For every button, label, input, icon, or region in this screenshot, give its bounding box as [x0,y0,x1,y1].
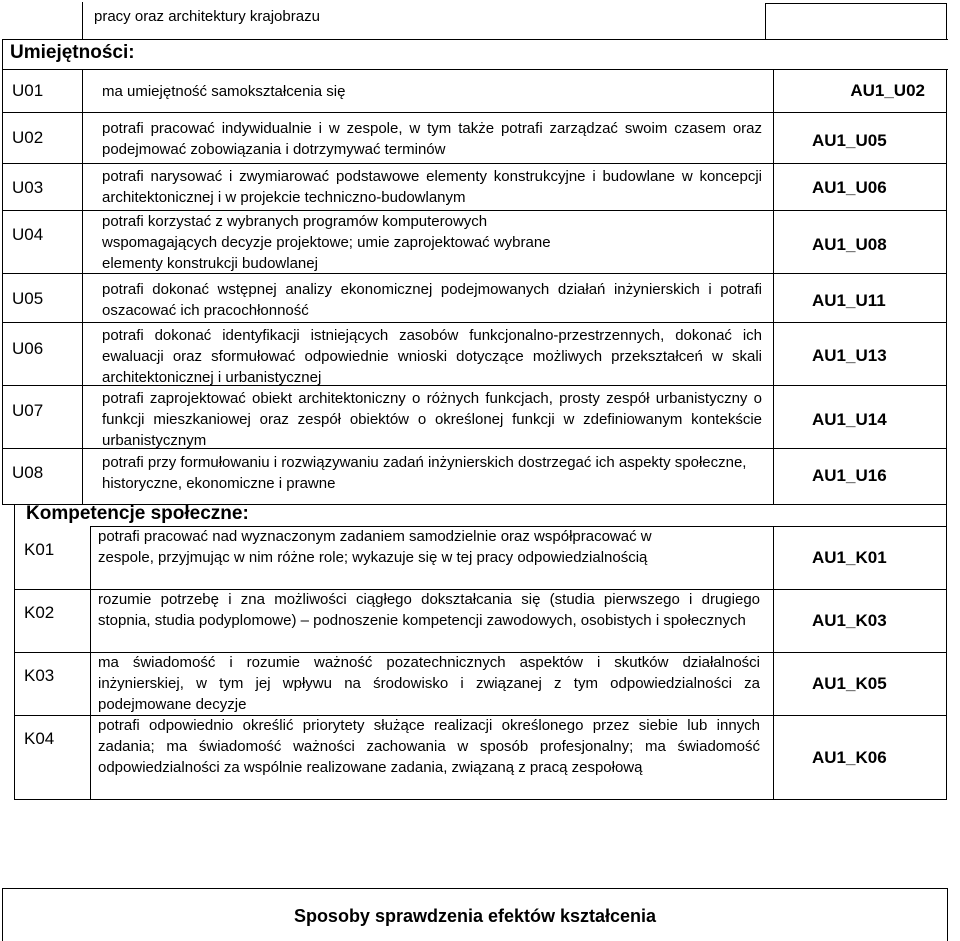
effect-code: U07 [12,401,44,420]
effect-reference: AU1_K05 [812,674,887,693]
effect-reference: AU1_U06 [812,178,887,197]
effect-description: ma świadomość i rozumie ważność pozatechnicznych aspektów i skutków działalności inżynierskiej, w tym jej wpływu na środowisko i związanej z tym odpowiedzialności za podejmowane decyzje [98,654,760,713]
effect-reference: AU1_U14 [812,410,887,429]
effect-description: potrafi dokonać wstępnej analizy ekonomicznej podejmowanych działań inżynierskich i potrafi oszacować ich pracochłonność [102,281,762,319]
skills-section-title: Umiejętności: [10,42,135,63]
effect-description: ma umiejętność samokształcenia się [102,83,346,100]
effect-code: U04 [12,225,44,244]
effect-code: U05 [12,289,44,308]
effect-reference: AU1_U05 [812,131,887,150]
effect-code: K01 [24,540,55,559]
effect-description: potrafi narysować i zwymiarować podstawowe elementy konstrukcyjne i budowlane w koncepcji architektonicznej i w projekcie techniczno-budowlanym [102,168,762,206]
effect-code: U08 [12,463,44,482]
effect-code: U01 [12,81,44,100]
effect-reference: AU1_U16 [812,466,887,485]
effect-code: K04 [24,729,55,748]
effect-description: potrafi pracować indywidualnie i w zespole, w tym także potrafi zarządzać swoim czasem oraz podejmować zobowiązania i dotrzymywać terminów [102,120,762,158]
effect-description: potrafi zaprojektować obiekt architektoniczny o różnych funkcjach, prosty zespół urbanistyczny o funkcji mieszkaniowej oraz zespół obiektów o określonej funkcji w zdefiniowanym kontekście urbanistycznym [102,390,762,449]
effect-reference: AU1_K01 [812,548,887,567]
effect-description: potrafi pracować nad wyznaczonym zadaniem samodzielnie oraz współpracować w zespole, przyjmując w nim różne role; wykazuje się w tej pracy odpowiedzialnością [98,528,652,566]
effect-reference: AU1_U11 [812,291,886,310]
effect-code: U02 [12,128,44,147]
effect-code: K03 [24,666,55,685]
footer-title: Sposoby sprawdzenia efektów kształcenia [293,906,657,926]
effect-description: potrafi odpowiednio określić priorytety służące realizacji określonego przez siebie lub innych zadania; ma świadomość ważności zachowania w sposób profesjonalny; ma świadomość odpowiedzialności za wspólnie realizowane zadania, związaną z pracą zespołową [98,717,760,776]
effect-code: K02 [24,603,55,622]
effect-reference: AU1_U13 [812,346,887,365]
effect-reference: AU1_U02 [850,81,925,100]
competences-section-title: Kompetencje społeczne: [26,503,249,524]
effect-reference: AU1_K03 [812,611,887,630]
top-row-text: pracy oraz architektury krajobrazu [94,8,320,25]
effect-description: rozumie potrzebę i zna możliwości ciągłego dokształcania się (studia pierwszego i drugiego stopnia, studia podyplomowe) – podnoszenie kompetencji zawodowych, osobistych i społecznych [98,591,760,629]
effect-code: U06 [12,339,44,358]
effect-reference: AU1_K06 [812,748,887,767]
effect-description: potrafi przy formułowaniu i rozwiązywaniu zadań inżynierskich dostrzegać ich aspekty społeczne, historyczne, ekonomiczne i prawne [102,454,747,492]
effect-code: U03 [12,178,44,197]
effect-description: potrafi dokonać identyfikacji istniejących zasobów funkcjonalno-przestrzennych, dokonać ich ewaluacji oraz sformułować odpowiednie wnioski dotyczące możliwych przekształceń w skali architektonicznej i urbanistycznej [102,327,762,386]
effect-description: potrafi korzystać z wybranych programów komputerowych wspomagających decyzje projektowe; umie zaprojektować wybrane elementy konstrukcji budowlanej [102,213,551,272]
effect-reference: AU1_U08 [812,235,887,254]
